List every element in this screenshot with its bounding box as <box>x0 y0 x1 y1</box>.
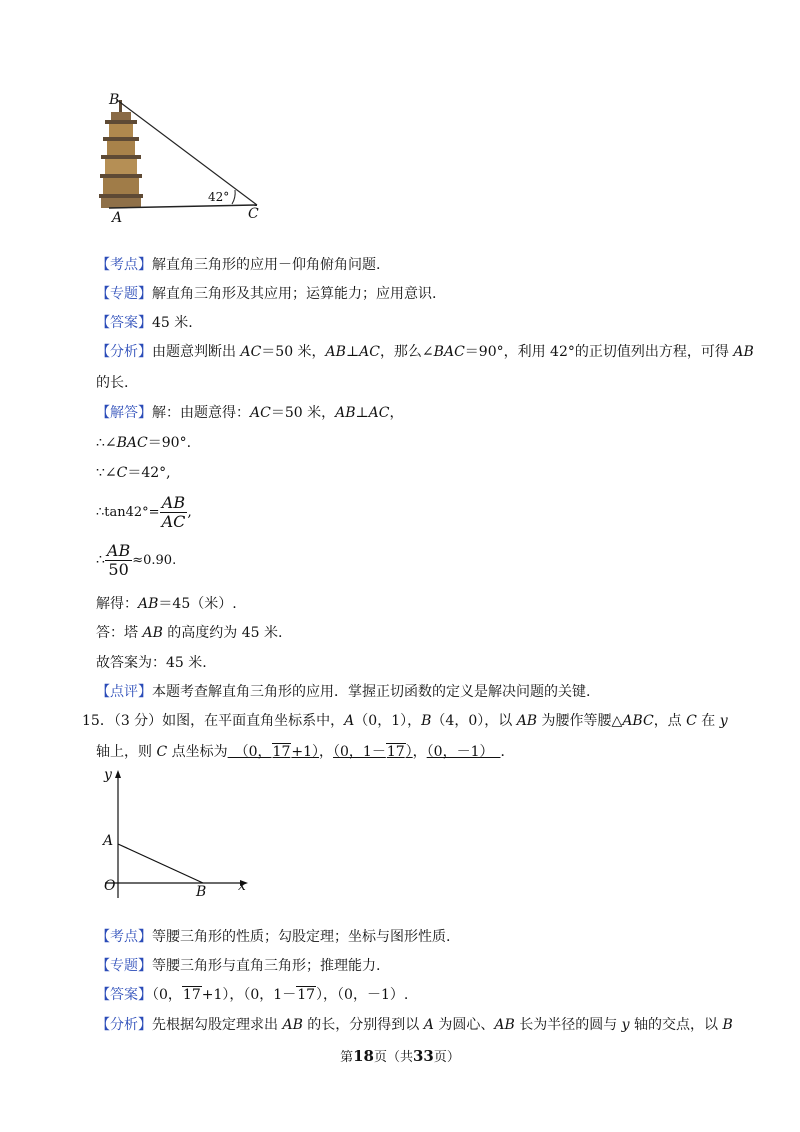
figure1-label-b: B <box>109 92 120 108</box>
math-c: C <box>156 744 168 760</box>
sqrt-17: 17 <box>272 744 291 760</box>
fenxi-text: 为圆心、 <box>433 1017 495 1033</box>
kaodian-text: 解直角三角形的应用－仰角俯角问题. <box>152 257 381 273</box>
point-b-label: B <box>196 884 207 900</box>
sqrt-17: 17 <box>297 987 316 1003</box>
answer-part: +1） <box>291 744 320 760</box>
kaodian-line-2 <box>96 926 450 946</box>
fraction-denominator: 50 <box>108 559 129 579</box>
math-bac: BAC <box>433 344 465 360</box>
math-y: y <box>719 713 728 729</box>
answer-part: ），（0，－1）. <box>316 987 409 1003</box>
dianping-tag: 【点评】 <box>96 684 152 700</box>
kaodian-tag: 【考点】 <box>96 929 152 945</box>
sqrt-17: 17 <box>182 987 201 1003</box>
jieda-step-angle-c <box>96 462 171 482</box>
step-value: ＝42°, <box>127 465 171 481</box>
question-text: 15．（3 分）如图，在平面直角坐标系中， <box>82 713 345 729</box>
math-ab: AB <box>516 713 538 729</box>
fenxi-line-3 <box>96 1014 733 1034</box>
separator: ， <box>319 744 334 760</box>
fenxi-text: 的长，分别得到以 <box>302 1017 424 1033</box>
answer-blank <box>333 743 413 760</box>
math-b: B <box>421 713 432 729</box>
fenxi-line-1 <box>96 341 754 361</box>
answer-part: ） <box>405 744 413 760</box>
math-ab: AB <box>733 344 754 360</box>
fenxi-text: 先根据勾股定理求出 <box>152 1017 283 1033</box>
math-a: A <box>344 713 355 729</box>
fraction-denominator: AC <box>161 511 186 531</box>
comma: , <box>187 504 192 520</box>
answer-part: （0， <box>227 744 272 760</box>
x-axis-label: x <box>238 878 246 894</box>
question-text: 为腰作等腰△ <box>537 713 623 729</box>
fenxi-text: 长为半径的圆与 <box>514 1017 622 1033</box>
figure1-angle-label: 42° <box>208 190 230 204</box>
question-text: （4，0），以 <box>431 713 517 729</box>
daan-tag: 【答案】 <box>96 315 152 331</box>
zhuanti-text: 解直角三角形及其应用；运算能力；应用意识. <box>152 286 437 302</box>
dianping-line-1 <box>96 681 590 701</box>
math-abc: ABC <box>622 713 654 729</box>
figure1-label-a: A <box>112 210 123 226</box>
fenxi-text: 轴的交点，以 <box>629 1017 723 1033</box>
answer-blank <box>228 743 319 760</box>
question-15-line-1 <box>82 710 728 730</box>
jieda-solve-line <box>96 593 237 613</box>
footer-text: 页） <box>433 1050 460 1065</box>
daan-tag: 【答案】 <box>96 987 152 1003</box>
math-c: C <box>686 713 697 729</box>
answer-part: （0， <box>152 987 182 1003</box>
fenxi-text: ＝90°，利用 42°的正切值列出方程，可得 <box>464 344 734 360</box>
kaodian-text: 等腰三角形的性质；勾股定理；坐标与图形性质. <box>152 929 451 945</box>
fenxi-line-2: 的长. <box>96 375 129 391</box>
point-a-label: A <box>103 833 114 849</box>
fenxi-text: 由题意判断出 <box>152 344 241 360</box>
answer-part: （0，1－ <box>333 744 386 760</box>
math-c: C <box>116 465 128 481</box>
therefore-symbol: ∴ <box>96 552 105 568</box>
answer-text: 的高度约为 45 米. <box>162 625 283 641</box>
math-bac: BAC <box>116 435 148 451</box>
dianping-text: 本题考查解直角三角形的应用．掌握正切函数的定义是解决问题的关键. <box>152 684 591 700</box>
zhuanti-line-2 <box>96 955 380 975</box>
fraction-ab-over-ac <box>160 494 188 531</box>
math-ab: AB <box>142 625 163 641</box>
jieda-text: ， <box>389 405 404 421</box>
figure1-label-c: C <box>248 206 259 222</box>
page-footer <box>0 1046 800 1065</box>
question-text: 点坐标为 <box>167 744 228 760</box>
math-ac: AC <box>250 405 271 421</box>
question-text: 在 <box>696 713 720 729</box>
origin-label: O <box>104 878 116 894</box>
math-ac: AC <box>240 344 262 360</box>
solve-label: 解得： <box>96 596 138 612</box>
footer-text: 第 <box>340 1050 354 1065</box>
jieda-text: ＝50 米， <box>270 405 336 421</box>
zhuanti-text: 等腰三角形与直角三角形；推理能力. <box>152 958 381 974</box>
answer-blank: （0，－1） <box>426 744 501 760</box>
answer-part: +1），（0，1－ <box>201 987 297 1003</box>
question-text: （0，1）， <box>354 713 422 729</box>
jieda-step-ratio <box>96 540 176 580</box>
fenxi-tag: 【分析】 <box>96 344 152 360</box>
math-ab-perp-ac: AB⊥AC <box>335 405 390 421</box>
solve-value: ＝45（米）. <box>158 596 237 612</box>
question-text: ，点 <box>653 713 687 729</box>
fenxi-text: ，那么∠ <box>379 344 434 360</box>
jieda-text: 解：由题意得： <box>152 405 250 421</box>
tan-expression: ∴tan42°= <box>96 504 160 520</box>
daan-text: 45 米. <box>152 315 193 331</box>
jieda-step-tan <box>96 492 192 532</box>
fraction-ab-over-50 <box>105 542 132 579</box>
footer-text: 页（共 <box>373 1050 413 1065</box>
daan-line-1 <box>96 312 193 332</box>
math-y: y <box>621 1017 630 1033</box>
approx-value: ≈0.90. <box>132 552 177 568</box>
kaodian-line-1 <box>96 254 380 274</box>
separator: ， <box>412 744 427 760</box>
jieda-tag: 【解答】 <box>96 405 152 421</box>
kaodian-tag: 【考点】 <box>96 257 152 273</box>
jieda-line-1 <box>96 402 403 422</box>
step-value: ＝90°. <box>147 435 192 451</box>
pagoda-image <box>99 100 143 208</box>
jieda-final-line: 故答案为：45 米. <box>96 655 207 671</box>
y-axis-label: y <box>104 767 112 783</box>
zhuanti-tag: 【专题】 <box>96 286 152 302</box>
math-ab: AB <box>494 1017 515 1033</box>
math-b: B <box>722 1017 733 1033</box>
zhuanti-line-1 <box>96 283 436 303</box>
current-page-number: 18 <box>353 1047 374 1065</box>
math-a: A <box>423 1017 434 1033</box>
math-ab: AB <box>138 596 159 612</box>
fraction-numerator: AB <box>160 494 188 513</box>
because-symbol: ∵∠ <box>96 465 117 481</box>
fenxi-tag: 【分析】 <box>96 1017 152 1033</box>
pagoda-triangle-figure <box>95 90 270 225</box>
question-text: 轴上，则 <box>96 744 157 760</box>
question-15-line-2 <box>96 741 515 761</box>
zhuanti-tag: 【专题】 <box>96 958 152 974</box>
daan-line-2 <box>96 984 408 1004</box>
total-page-number: 33 <box>413 1047 434 1065</box>
therefore-symbol: ∴∠ <box>96 435 117 451</box>
jieda-step-bac <box>96 432 191 452</box>
jieda-answer-line <box>96 622 282 642</box>
math-ab-perp-ac: AB⊥AC <box>325 344 380 360</box>
fenxi-text: ＝50 米， <box>261 344 326 360</box>
math-ab: AB <box>282 1017 303 1033</box>
sqrt-17: 17 <box>386 744 405 760</box>
period: ． <box>500 744 515 760</box>
fraction-numerator: AB <box>106 540 131 560</box>
answer-text: 答：塔 <box>96 625 143 641</box>
coordinate-figure <box>95 768 255 903</box>
